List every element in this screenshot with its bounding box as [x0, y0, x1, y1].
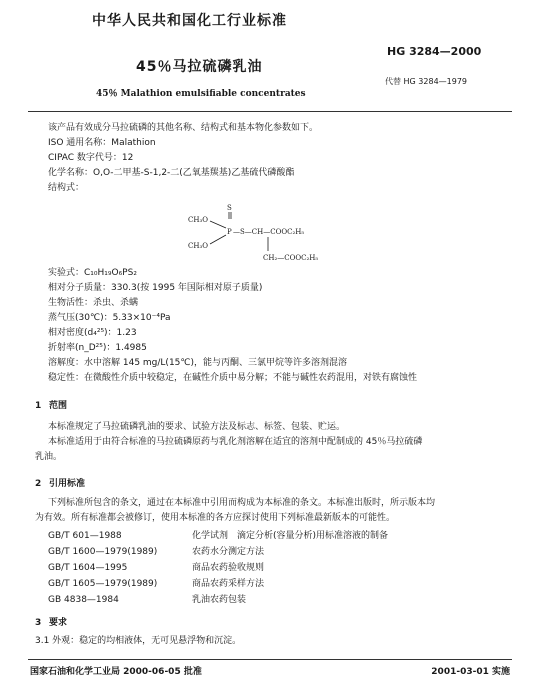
approval-line: 国家石油和化学工业局 2000-06-05 批准: [30, 667, 202, 677]
property-formula: 实验式：C₁₀H₁₉O₆PS₂: [48, 268, 137, 278]
footer-divider: [28, 659, 512, 660]
english-title: 45％ Malathion emulsifiable concentrates: [96, 89, 306, 99]
replaces-note: 代替 HG 3284—1979: [385, 77, 468, 86]
document-title: 45％马拉硫磷乳油: [136, 59, 263, 75]
formula-ch3o-bottom: CH₃O: [188, 242, 209, 250]
section-1-title: 范围: [49, 401, 68, 411]
property-bioactivity: 生物活性：杀虫、杀螨: [48, 298, 139, 308]
structure-label: 结构式：: [48, 183, 85, 193]
section-2-heading: [35, 476, 85, 489]
reference-item: [48, 592, 246, 605]
references-intro: 下列标准所包含的条文，通过在本标准中引用而构成为本标准的条文。本标准出版时，所示版本均: [48, 498, 436, 508]
issuing-body-title: 中华人民共和国化工行业标准: [92, 13, 287, 29]
section-1-number: 1: [35, 401, 42, 411]
formula-ch3o-top: CH₃O: [188, 216, 209, 224]
reference-code: GB/T 1605—1979(1989): [48, 579, 158, 589]
formula-chain: —S—CH—COOC₂H₅: [233, 228, 305, 236]
section-3-number: 3: [35, 618, 42, 628]
section-3-title: 要求: [49, 618, 68, 628]
reference-code: GB/T 601—1988: [48, 531, 122, 541]
cipac-code: CIPAC 数字代号：12: [48, 153, 134, 163]
header-divider: [28, 111, 512, 112]
formula-p: P: [227, 228, 232, 236]
section-2-title: 引用标准: [49, 479, 86, 489]
reference-title: 商品农药验收规则: [192, 563, 265, 573]
section-3-heading: [35, 615, 67, 628]
reference-title: 乳油农药包装: [192, 595, 247, 605]
section-1-heading: [35, 398, 67, 411]
references-intro-cont: 为有效。所有标准都会被修订，使用本标准的各方应探讨使用下列标准最新版本的可能性。: [35, 513, 396, 523]
reference-item: [48, 576, 264, 589]
reference-code: GB 4838—1984: [48, 595, 119, 605]
scope-paragraph-2: 本标准适用于由符合标准的马拉硫磷原药与乳化剂溶解在适宜的溶剂中配制成的 45％马拉硫磷: [48, 437, 423, 447]
reference-code: GB/T 1604—1995: [48, 563, 128, 573]
chemical-name: 化学名称：O,O-二甲基-S-1,2-二(乙氧基羰基)乙基硫代磷酸酯: [48, 168, 295, 178]
reference-code: GB/T 1600—1979(1989): [48, 547, 158, 557]
formula-s-top: S: [227, 204, 232, 212]
property-solubility: 溶解度：水中溶解 145 mg/L(15℃)，能与丙酮、三氯甲烷等许多溶剂混溶: [48, 358, 348, 368]
property-density: 相对密度(d₄²⁵)：1.23: [48, 328, 137, 338]
iso-name: ISO 通用名称：Malathion: [48, 138, 156, 148]
formula-bond-top: [210, 221, 226, 228]
reference-title: 化学试剂 滴定分析(容量分析)用标准溶液的制备: [192, 531, 389, 541]
formula-branch: CH₂—COOC₂H₅: [263, 254, 319, 262]
reference-title: 农药水分测定方法: [192, 547, 265, 557]
property-molecular-mass: 相对分子质量：330.3(按 1995 年国际相对原子质量): [48, 283, 263, 293]
formula-bond-bottom: [210, 235, 226, 244]
reference-item: [48, 560, 264, 573]
intro-lead: 该产品有效成分马拉硫磷的其他名称、结构式和基本物化参数如下。: [48, 123, 319, 133]
requirement-3-1: 3.1 外观：稳定的均相液体，无可见悬浮物和沉淀。: [35, 636, 242, 646]
property-stability: 稳定性：在微酸性介质中较稳定，在碱性介质中易分解；不能与碱性农药混用，对铁有腐蚀性: [48, 373, 418, 383]
reference-title: 商品农药采样方法: [192, 579, 265, 589]
scope-paragraph-1: 本标准规定了马拉硫磷乳油的要求、试验方法及标志、标签、包装、贮运。: [48, 422, 346, 432]
standard-number: HG 3284—2000: [387, 45, 482, 58]
property-refractive-index: 折射率(n_D²⁵)：1.4985: [48, 343, 147, 353]
reference-item: [48, 544, 264, 557]
structural-formula: [180, 200, 380, 270]
reference-item: [48, 528, 388, 541]
section-2-number: 2: [35, 479, 42, 489]
property-vapor-pressure: 蒸气压(30℃)：5.33×10⁻⁴Pa: [48, 313, 171, 323]
scope-paragraph-2-cont: 乳油。: [35, 452, 63, 462]
implementation-date: 2001-03-01 实施: [431, 667, 510, 677]
